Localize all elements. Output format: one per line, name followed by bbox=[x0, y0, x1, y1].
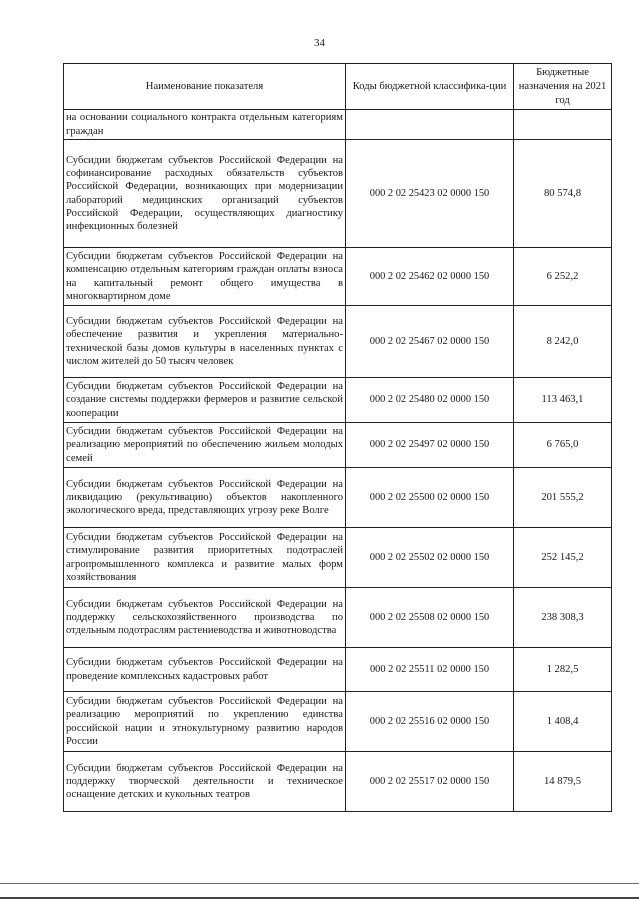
table-row bbox=[64, 248, 612, 306]
row-code: 000 2 02 25502 02 0000 150 bbox=[346, 528, 514, 588]
row-amount: 201 555,2 bbox=[514, 468, 612, 528]
row-name: Субсидии бюджетам субъектов Российской Федерации на ликвидацию (рекультивацию) объектов накопленного экологического вреда, представляющих угрозу реке Волге bbox=[64, 468, 346, 528]
row-name: Субсидии бюджетам субъектов Российской Федерации на реализацию мероприятий по обеспечению жильем молодых семей bbox=[64, 423, 346, 468]
table-row bbox=[64, 306, 612, 378]
row-amount: 14 879,5 bbox=[514, 752, 612, 812]
row-amount: 6 252,2 bbox=[514, 248, 612, 306]
table-row bbox=[64, 378, 612, 423]
row-amount: 8 242,0 bbox=[514, 306, 612, 378]
page-number: 34 bbox=[314, 37, 325, 49]
row-name: Субсидии бюджетам субъектов Российской Федерации на софинансирование расходных обязательств субъектов Российской Федерации, возникающих при модернизации лабораторий медицинских организаций субъектов Российской Федерации, осуществляющих диагностику инфекционных болезней bbox=[64, 140, 346, 248]
header-amount: Бюджетные назначения на 2021 год bbox=[514, 64, 612, 110]
table-row bbox=[64, 648, 612, 692]
table-row bbox=[64, 692, 612, 752]
row-name: Субсидии бюджетам субъектов Российской Федерации на создание системы поддержки фермеров и развитие сельской кооперации bbox=[64, 378, 346, 423]
row-code: 000 2 02 25423 02 0000 150 bbox=[346, 140, 514, 248]
table-row bbox=[64, 528, 612, 588]
header-code: Коды бюджетной классифика-ции bbox=[346, 64, 514, 110]
row-amount: 1 282,5 bbox=[514, 648, 612, 692]
row-code: 000 2 02 25508 02 0000 150 bbox=[346, 588, 514, 648]
row-code: 000 2 02 25500 02 0000 150 bbox=[346, 468, 514, 528]
row-code: 000 2 02 25480 02 0000 150 bbox=[346, 378, 514, 423]
row-name: Субсидии бюджетам субъектов Российской Федерации на реализацию мероприятий по укреплению единства российской нации и этнокультурному развитию народов России bbox=[64, 692, 346, 752]
row-name: на основании социального контракта отдельным категориям граждан bbox=[64, 110, 346, 140]
row-code: 000 2 02 25516 02 0000 150 bbox=[346, 692, 514, 752]
row-code: 000 2 02 25497 02 0000 150 bbox=[346, 423, 514, 468]
table-row bbox=[64, 140, 612, 248]
table-body bbox=[64, 110, 612, 812]
table-row bbox=[64, 468, 612, 528]
table-row bbox=[64, 423, 612, 468]
bottom-rule bbox=[0, 883, 639, 884]
row-name: Субсидии бюджетам субъектов Российской Федерации на поддержку сельскохозяйственного производства по отдельным подотраслям растениеводства и животноводства bbox=[64, 588, 346, 648]
row-code: 000 2 02 25462 02 0000 150 bbox=[346, 248, 514, 306]
table-row bbox=[64, 588, 612, 648]
row-amount: 1 408,4 bbox=[514, 692, 612, 752]
row-amount bbox=[514, 110, 612, 140]
row-code: 000 2 02 25511 02 0000 150 bbox=[346, 648, 514, 692]
row-name: Субсидии бюджетам субъектов Российской Федерации на обеспечение развития и укрепления материально-технической базы домов культуры в населенных пунктах с числом жителей до 50 тысяч человек bbox=[64, 306, 346, 378]
header-name: Наименование показателя bbox=[64, 64, 346, 110]
bottom-edge bbox=[0, 897, 639, 899]
row-code: 000 2 02 25517 02 0000 150 bbox=[346, 752, 514, 812]
row-amount: 80 574,8 bbox=[514, 140, 612, 248]
row-amount: 6 765,0 bbox=[514, 423, 612, 468]
row-name: Субсидии бюджетам субъектов Российской Федерации на стимулирование развития приоритетных подотраслей агропромышленного комплекса и развитие малых форм хозяйствования bbox=[64, 528, 346, 588]
row-name: Субсидии бюджетам субъектов Российской Федерации на поддержку творческой деятельности и техническое оснащение детских и кукольных театров bbox=[64, 752, 346, 812]
budget-table bbox=[63, 63, 612, 812]
row-amount: 113 463,1 bbox=[514, 378, 612, 423]
row-code bbox=[346, 110, 514, 140]
row-name: Субсидии бюджетам субъектов Российской Федерации на проведение комплексных кадастровых работ bbox=[64, 648, 346, 692]
table-row bbox=[64, 752, 612, 812]
row-name: Субсидии бюджетам субъектов Российской Федерации на компенсацию отдельным категориям граждан оплаты взноса на капитальный ремонт общего имущества в многоквартирном доме bbox=[64, 248, 346, 306]
table-row bbox=[64, 110, 612, 140]
row-amount: 252 145,2 bbox=[514, 528, 612, 588]
row-code: 000 2 02 25467 02 0000 150 bbox=[346, 306, 514, 378]
row-amount: 238 308,3 bbox=[514, 588, 612, 648]
table-header-row bbox=[64, 64, 612, 110]
